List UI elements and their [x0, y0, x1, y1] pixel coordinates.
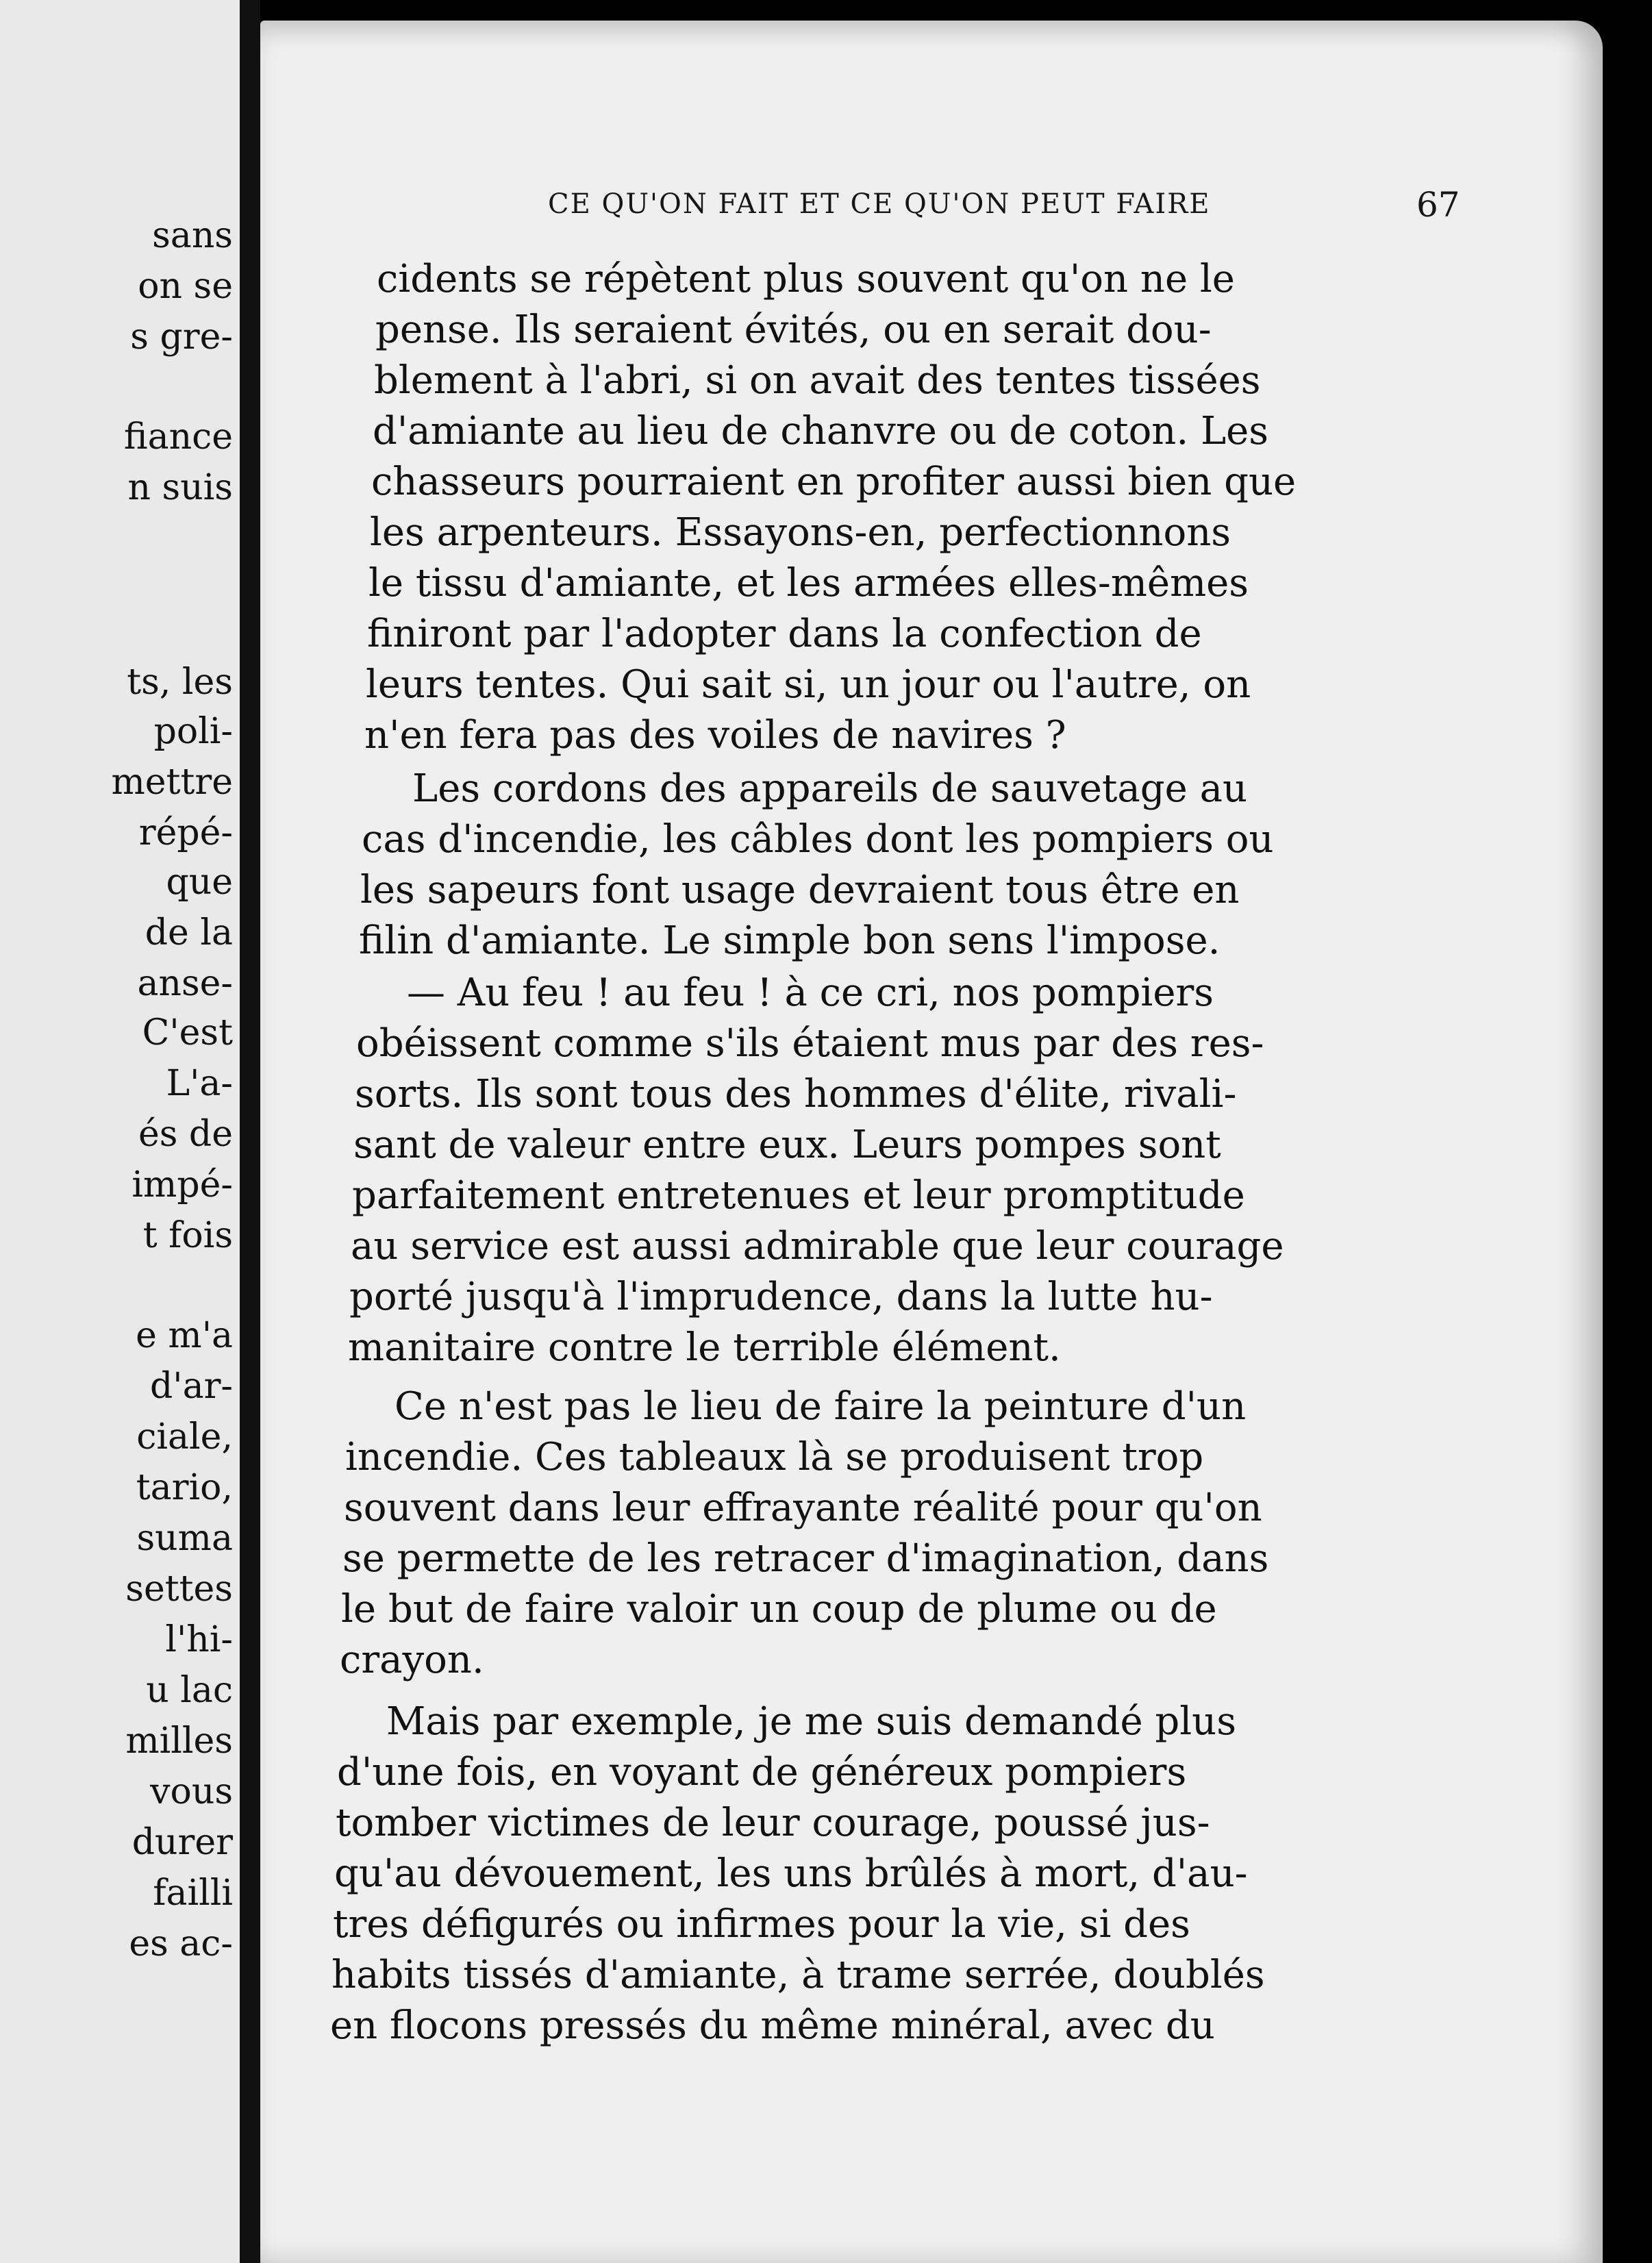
text-line: chasseurs pourraient en profiter aussi bien que	[371, 460, 1297, 504]
left-page-line: impé-	[132, 1164, 233, 1205]
text-line: finiront par l'adopter dans la confection de	[367, 612, 1202, 656]
text-line: porté jusqu'à l'imprudence, dans la lutte hu-	[349, 1275, 1213, 1319]
left-page-line: n suis	[127, 467, 233, 508]
text-line: se permette de les retracer d'imagination, dans	[342, 1536, 1269, 1581]
paragraph-start-line: Mais par exemple, je me suis demandé plus	[386, 1699, 1236, 1744]
left-facing-page	[0, 0, 240, 2263]
left-page-line: t fois	[142, 1215, 233, 1256]
text-line: le tissu d'amiante, et les armées elles-mêmes	[368, 561, 1249, 605]
left-page-line: e m'a	[136, 1315, 233, 1356]
left-page-line: failli	[153, 1873, 233, 1914]
running-title: CE QU'ON FAIT ET CE QU'ON PEUT FAIRE	[548, 188, 1211, 220]
book-gutter	[240, 0, 260, 2263]
text-line: en flocons pressés du même minéral, avec du	[330, 2003, 1215, 2048]
left-page-line: settes	[125, 1568, 233, 1610]
left-page-line: sans	[152, 215, 233, 256]
text-line: les arpenteurs. Essayons-en, perfectionnons	[370, 510, 1231, 555]
paragraph-start-line: Ce n'est pas le lieu de faire la peinture d'un	[395, 1384, 1247, 1429]
scan-border	[1603, 0, 1652, 2263]
book-page	[260, 21, 1603, 2263]
left-page-line: C'est	[142, 1012, 233, 1053]
page-number: 67	[1416, 185, 1460, 225]
left-page-line: tario,	[136, 1467, 233, 1508]
text-line: filin d'amiante. Le simple bon sens l'impose.	[359, 918, 1221, 963]
text-line: blement à l'abri, si on avait des tentes tissées	[374, 358, 1261, 403]
left-page-line: suma	[136, 1518, 233, 1559]
text-line: les sapeurs font usage devraient tous être en	[360, 868, 1240, 912]
text-line: leurs tentes. Qui sait si, un jour ou l'autre, on	[366, 662, 1251, 707]
left-page-line: milles	[125, 1721, 233, 1762]
text-line: souvent dans leur effrayante réalité pour qu'on	[344, 1486, 1262, 1530]
text-line: d'une fois, en voyant de généreux pompiers	[337, 1750, 1187, 1795]
paragraph-start-line: — Au feu ! au feu ! à ce cri, nos pompiers	[407, 971, 1214, 1015]
text-line: au service est aussi admirable que leur courage	[351, 1224, 1284, 1268]
text-line: n'en fera pas des voiles de navires ?	[364, 713, 1066, 758]
paragraph-start-line: Les cordons des appareils de sauvetage au	[412, 766, 1248, 811]
left-page-line: ts, les	[127, 662, 233, 703]
text-line: tres défigurés ou infirmes pour la vie, si des	[333, 1902, 1190, 1947]
left-page-line: fiance	[123, 416, 233, 458]
text-line: le but de faire valoir un coup de plume ou de	[341, 1587, 1217, 1631]
text-line: incendie. Ces tableaux là se produisent trop	[345, 1435, 1204, 1479]
left-page-line: de la	[145, 912, 233, 953]
text-line: cidents se répètent plus souvent qu'on ne le	[377, 257, 1235, 301]
text-line: sant de valeur entre eux. Leurs pompes sont	[353, 1123, 1221, 1167]
text-line: habits tissés d'amiante, à trame serrée, doublés	[331, 1953, 1265, 1997]
left-page-line: que	[166, 862, 233, 903]
left-page-line: durer	[132, 1822, 233, 1863]
left-page-line: és de	[138, 1114, 233, 1155]
text-line: qu'au dévouement, les uns brûlés à mort, d'au-	[334, 1851, 1248, 1896]
left-page-line: u lac	[146, 1670, 233, 1711]
text-line: tomber victimes de leur courage, poussé jus-	[336, 1801, 1210, 1845]
left-page-line: l'hi-	[165, 1619, 233, 1660]
left-page-line: L'a-	[166, 1063, 233, 1104]
left-page-line: mettre	[111, 762, 233, 803]
left-page-line: ciale,	[136, 1416, 233, 1458]
text-line: sorts. Ils sont tous des hommes d'élite, rivali-	[355, 1072, 1237, 1116]
left-page-line: on se	[138, 266, 233, 307]
text-line: parfaitement entretenues et leur promptitude	[352, 1173, 1245, 1218]
left-page-line: anse-	[137, 963, 233, 1004]
left-page-line: s gre-	[130, 316, 233, 358]
text-line: crayon.	[340, 1638, 484, 1682]
left-page-line: d'ar-	[149, 1366, 233, 1407]
text-line: cas d'incendie, les câbles dont les pompiers ou	[362, 817, 1274, 862]
text-line: pense. Ils seraient évités, ou en serait dou-	[375, 308, 1212, 352]
text-line: d'amiante au lieu de chanvre ou de coton. Les	[373, 409, 1269, 453]
text-line: obéissent comme s'ils étaient mus par des res-	[356, 1021, 1264, 1066]
left-page-line: vous	[150, 1771, 233, 1812]
left-page-line: répé-	[138, 812, 233, 853]
text-line: manitaire contre le terrible élément.	[348, 1325, 1061, 1370]
left-page-line: es ac-	[129, 1923, 233, 1964]
left-page-line: poli-	[153, 711, 233, 752]
